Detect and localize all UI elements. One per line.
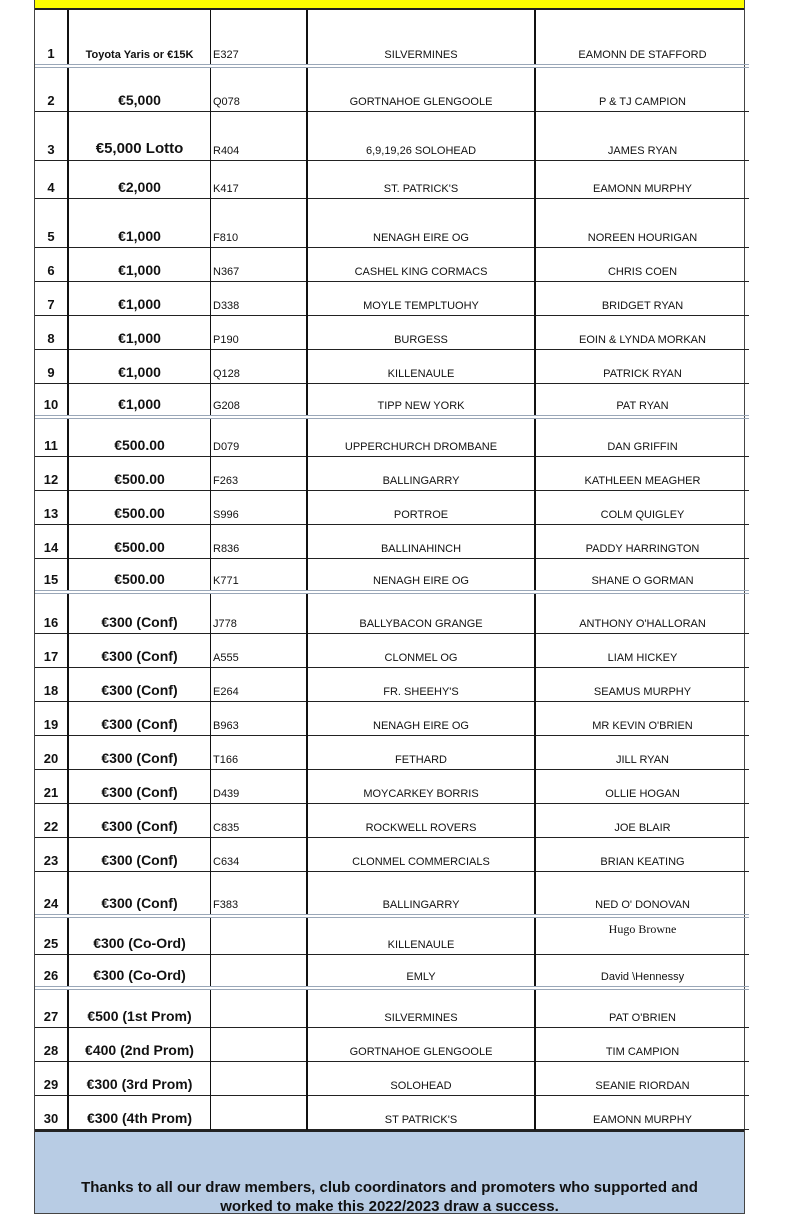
prize-amount: €1,000	[68, 247, 211, 281]
prize-amount: €300 (Conf)	[68, 803, 211, 837]
prize-number: 1	[35, 10, 68, 66]
prize-amount: Toyota Yaris or €15K	[68, 10, 211, 66]
prize-amount: €300 (Conf)	[68, 667, 211, 701]
prize-number: 27	[35, 988, 68, 1027]
winner-name: SEAMUS MURPHY	[535, 667, 749, 701]
winner-name: EOIN & LYNDA MORKAN	[535, 315, 749, 349]
club-name: ST PATRICK'S	[307, 1095, 535, 1129]
prize-number: 6	[35, 247, 68, 281]
prize-number: 14	[35, 524, 68, 558]
prize-amount: €500.00	[68, 456, 211, 490]
ticket-number: J778	[211, 592, 308, 633]
ticket-number	[211, 916, 308, 954]
prize-number: 17	[35, 633, 68, 667]
ticket-number: C634	[211, 837, 308, 871]
prize-number: 11	[35, 417, 68, 456]
footer-line-1: Thanks to all our draw members, club coordinators and promoters who supported and	[81, 1178, 698, 1196]
club-name: ST. PATRICK'S	[307, 160, 535, 198]
prize-amount: €500 (1st Prom)	[68, 988, 211, 1027]
club-name: FETHARD	[307, 735, 535, 769]
table-row	[35, 1027, 749, 1061]
prize-amount: €300 (Co-Ord)	[68, 916, 211, 954]
prize-amount: €300 (Conf)	[68, 735, 211, 769]
club-name: SILVERMINES	[307, 988, 535, 1027]
prize-number: 2	[35, 66, 68, 111]
winner-name: NOREEN HOURIGAN	[535, 198, 749, 247]
winner-name: EAMONN DE STAFFORD	[535, 10, 749, 66]
winner-name: P & TJ CAMPION	[535, 66, 749, 111]
table-row	[35, 383, 749, 417]
prize-number: 25	[35, 916, 68, 954]
ticket-number: R404	[211, 111, 308, 160]
table-row	[35, 198, 749, 247]
table-row	[35, 769, 749, 803]
prize-amount: €5,000	[68, 66, 211, 111]
winner-name: OLLIE HOGAN	[535, 769, 749, 803]
winner-name: David \Hennessy	[535, 954, 749, 988]
ticket-number: C835	[211, 803, 308, 837]
ticket-number: D338	[211, 281, 308, 315]
ticket-number: E264	[211, 667, 308, 701]
prize-number: 16	[35, 592, 68, 633]
club-name: KILLENAULE	[307, 916, 535, 954]
club-name: SILVERMINES	[307, 10, 535, 66]
table-row	[35, 490, 749, 524]
club-name: GORTNAHOE GLENGOOLE	[307, 1027, 535, 1061]
ticket-number: F263	[211, 456, 308, 490]
prize-number: 30	[35, 1095, 68, 1129]
table-row	[35, 803, 749, 837]
prize-amount: €300 (Conf)	[68, 871, 211, 916]
winner-name: Hugo Browne	[535, 916, 749, 954]
ticket-number: K771	[211, 558, 308, 592]
club-name: NENAGH EIRE OG	[307, 558, 535, 592]
prize-number: 29	[35, 1061, 68, 1095]
ticket-number	[211, 1061, 308, 1095]
prize-amount: €1,000	[68, 281, 211, 315]
ticket-number: R836	[211, 524, 308, 558]
club-name: FR. SHEEHY'S	[307, 667, 535, 701]
prize-amount: €500.00	[68, 558, 211, 592]
thanks-footer	[35, 1130, 744, 1214]
ticket-number: Q128	[211, 349, 308, 383]
winner-name: COLM QUIGLEY	[535, 490, 749, 524]
winner-name: SHANE O GORMAN	[535, 558, 749, 592]
prize-amount: €300 (Conf)	[68, 701, 211, 735]
prize-amount: €5,000 Lotto	[68, 111, 211, 160]
table-row	[35, 160, 749, 198]
table-row	[35, 735, 749, 769]
results-table	[35, 10, 749, 1130]
club-name: CLONMEL COMMERCIALS	[307, 837, 535, 871]
winner-name: CHRIS COEN	[535, 247, 749, 281]
table-row	[35, 111, 749, 160]
winner-name: KATHLEEN MEAGHER	[535, 456, 749, 490]
prize-amount: €300 (Co-Ord)	[68, 954, 211, 988]
prize-number: 9	[35, 349, 68, 383]
prize-amount: €1,000	[68, 383, 211, 417]
prize-number: 20	[35, 735, 68, 769]
table-row	[35, 916, 749, 954]
ticket-number	[211, 954, 308, 988]
draw-results-sheet	[34, 0, 745, 1214]
ticket-number: F810	[211, 198, 308, 247]
table-row	[35, 524, 749, 558]
table-row	[35, 871, 749, 916]
prize-number: 7	[35, 281, 68, 315]
ticket-number: D079	[211, 417, 308, 456]
table-row	[35, 10, 749, 66]
club-name: EMLY	[307, 954, 535, 988]
winner-name: BRIAN KEATING	[535, 837, 749, 871]
prize-number: 5	[35, 198, 68, 247]
winner-name: ANTHONY O'HALLORAN	[535, 592, 749, 633]
table-row	[35, 349, 749, 383]
winner-name: NED O' DONOVAN	[535, 871, 749, 916]
club-name: TIPP NEW YORK	[307, 383, 535, 417]
club-name: ROCKWELL ROVERS	[307, 803, 535, 837]
winner-name: LIAM HICKEY	[535, 633, 749, 667]
winner-name: PATRICK RYAN	[535, 349, 749, 383]
club-name: GORTNAHOE GLENGOOLE	[307, 66, 535, 111]
prize-number: 15	[35, 558, 68, 592]
prize-number: 21	[35, 769, 68, 803]
table-row	[35, 837, 749, 871]
ticket-number	[211, 988, 308, 1027]
club-name: MOYLE TEMPLTUOHY	[307, 281, 535, 315]
club-name: MOYCARKEY BORRIS	[307, 769, 535, 803]
table-row	[35, 281, 749, 315]
prize-amount: €400 (2nd Prom)	[68, 1027, 211, 1061]
prize-number: 24	[35, 871, 68, 916]
winner-name: PAT O'BRIEN	[535, 988, 749, 1027]
prize-amount: €1,000	[68, 349, 211, 383]
prize-number: 28	[35, 1027, 68, 1061]
club-name: BALLINGARRY	[307, 871, 535, 916]
ticket-number	[211, 1095, 308, 1129]
table-row	[35, 66, 749, 111]
winner-name: EAMONN MURPHY	[535, 160, 749, 198]
prize-amount: €1,000	[68, 315, 211, 349]
table-row	[35, 456, 749, 490]
club-name: UPPERCHURCH DROMBANE	[307, 417, 535, 456]
winner-name: JAMES RYAN	[535, 111, 749, 160]
ticket-number: D439	[211, 769, 308, 803]
table-row	[35, 988, 749, 1027]
prize-amount: €300 (Conf)	[68, 592, 211, 633]
club-name: BALLINGARRY	[307, 456, 535, 490]
prize-number: 22	[35, 803, 68, 837]
winner-name: BRIDGET RYAN	[535, 281, 749, 315]
ticket-number: F383	[211, 871, 308, 916]
prize-number: 8	[35, 315, 68, 349]
club-name: NENAGH EIRE OG	[307, 701, 535, 735]
table-row	[35, 1061, 749, 1095]
footer-line-2: worked to make this 2022/2023 draw a success.	[220, 1197, 559, 1215]
prize-amount: €2,000	[68, 160, 211, 198]
table-row	[35, 1095, 749, 1129]
winner-name: EAMONN MURPHY	[535, 1095, 749, 1129]
winner-name: PADDY HARRINGTON	[535, 524, 749, 558]
prize-amount: €300 (Conf)	[68, 769, 211, 803]
prize-number: 18	[35, 667, 68, 701]
club-name: PORTROE	[307, 490, 535, 524]
prize-number: 23	[35, 837, 68, 871]
table-row	[35, 701, 749, 735]
club-name: CLONMEL OG	[307, 633, 535, 667]
prize-amount: €1,000	[68, 198, 211, 247]
prize-amount: €300 (4th Prom)	[68, 1095, 211, 1129]
winner-name: MR KEVIN O'BRIEN	[535, 701, 749, 735]
ticket-number: T166	[211, 735, 308, 769]
winner-name: JILL RYAN	[535, 735, 749, 769]
prize-number: 3	[35, 111, 68, 160]
winner-name: TIM CAMPION	[535, 1027, 749, 1061]
club-name: BALLINAHINCH	[307, 524, 535, 558]
table-row	[35, 667, 749, 701]
prize-amount: €300 (3rd Prom)	[68, 1061, 211, 1095]
table-row	[35, 954, 749, 988]
prize-amount: €300 (Conf)	[68, 837, 211, 871]
prize-amount: €500.00	[68, 490, 211, 524]
table-row	[35, 315, 749, 349]
prize-amount: €500.00	[68, 417, 211, 456]
ticket-number: E327	[211, 10, 308, 66]
club-name: BALLYBACON GRANGE	[307, 592, 535, 633]
prize-number: 4	[35, 160, 68, 198]
header-bar	[35, 0, 744, 10]
prize-number: 26	[35, 954, 68, 988]
club-name: KILLENAULE	[307, 349, 535, 383]
prize-number: 12	[35, 456, 68, 490]
ticket-number: G208	[211, 383, 308, 417]
ticket-number: K417	[211, 160, 308, 198]
club-name: CASHEL KING CORMACS	[307, 247, 535, 281]
winner-name: JOE BLAIR	[535, 803, 749, 837]
table-row	[35, 417, 749, 456]
prize-amount: €300 (Conf)	[68, 633, 211, 667]
table-row	[35, 247, 749, 281]
table-row	[35, 592, 749, 633]
prize-number: 10	[35, 383, 68, 417]
table-row	[35, 633, 749, 667]
ticket-number: B963	[211, 701, 308, 735]
club-name: SOLOHEAD	[307, 1061, 535, 1095]
ticket-number	[211, 1027, 308, 1061]
club-name: BURGESS	[307, 315, 535, 349]
winner-name: SEANIE RIORDAN	[535, 1061, 749, 1095]
club-name: 6,9,19,26 SOLOHEAD	[307, 111, 535, 160]
ticket-number: S996	[211, 490, 308, 524]
table-row	[35, 558, 749, 592]
ticket-number: A555	[211, 633, 308, 667]
ticket-number: P190	[211, 315, 308, 349]
prize-number: 19	[35, 701, 68, 735]
ticket-number: N367	[211, 247, 308, 281]
prize-amount: €500.00	[68, 524, 211, 558]
ticket-number: Q078	[211, 66, 308, 111]
club-name: NENAGH EIRE OG	[307, 198, 535, 247]
winner-name: DAN GRIFFIN	[535, 417, 749, 456]
prize-number: 13	[35, 490, 68, 524]
winner-name: PAT RYAN	[535, 383, 749, 417]
